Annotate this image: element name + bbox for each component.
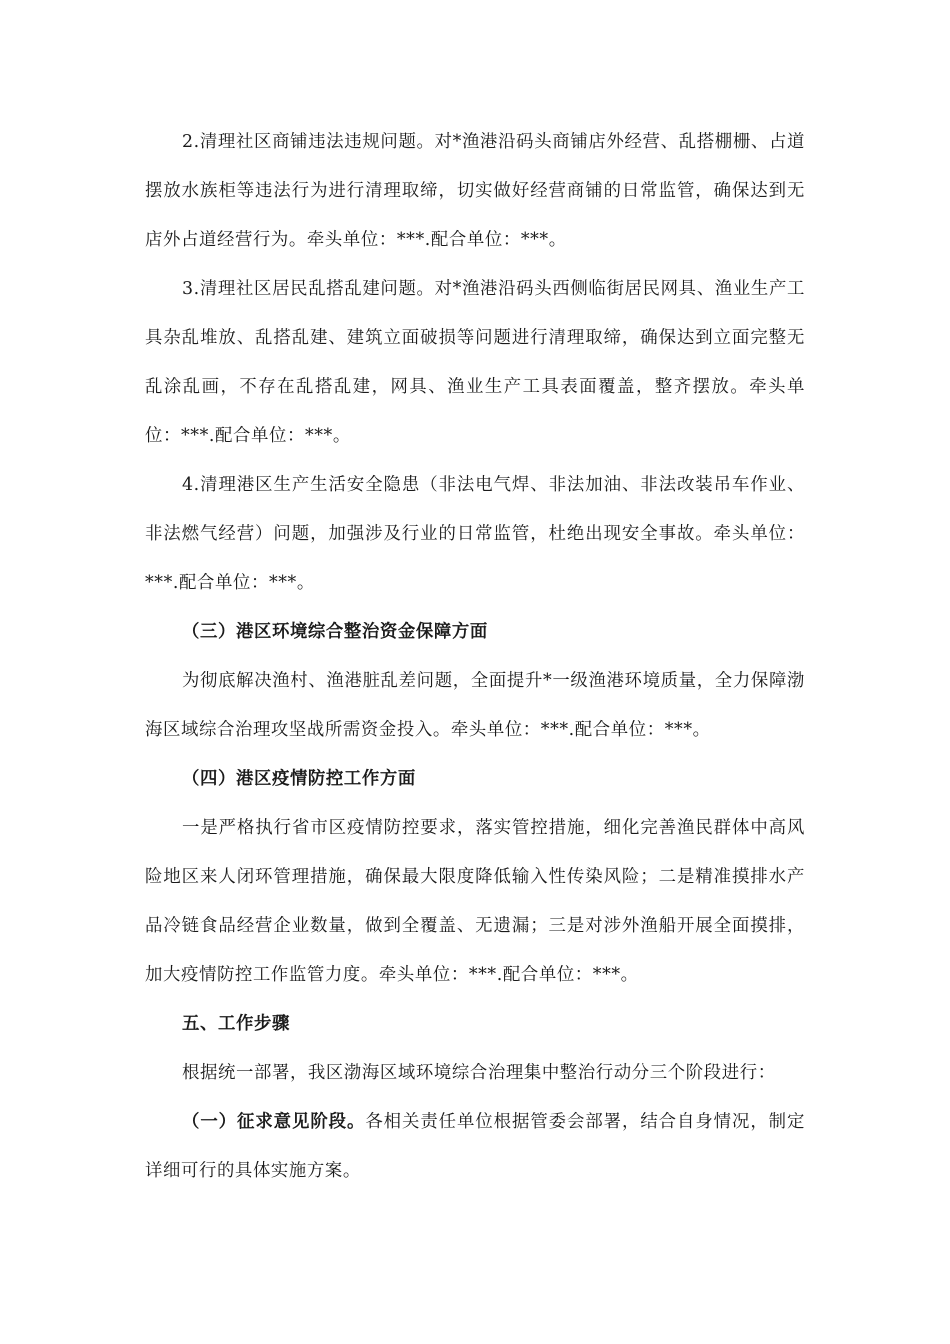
stage-1-paragraph bbox=[145, 1098, 805, 1196]
paragraph-item-2: 2.清理社区商铺违法违规问题。对*渔港沿码头商铺店外经营、乱搭棚栅、占道摆放水族柜等违法行为进行清理取缔，切实做好经营商铺的日常监管，确保达到无店外占道经营行为。牵头单位：***.配合单位：***。 bbox=[145, 132, 805, 250]
section-4-heading: （四）港区疫情防控工作方面 bbox=[182, 769, 416, 789]
document-body bbox=[145, 118, 805, 1196]
stage-1-lead: （一）征求意见阶段。 bbox=[182, 1112, 366, 1132]
section-4-body: 一是严格执行省市区疫情防控要求，落实管控措施，细化完善渔民群体中高风险地区来人闭环管理措施，确保最大限度降低输入性传染风险；二是精准摸排水产品冷链食品经营企业数量，做到全覆盖、无遗漏；三是对涉外渔船开展全面摸排，加大疫情防控工作监管力度。牵头单位：***.配合单位：***。 bbox=[145, 818, 805, 985]
paragraph-item-4: 4.清理港区生产生活安全隐患（非法电气焊、非法加油、非法改装吊车作业、非法燃气经营）问题，加强涉及行业的日常监管，杜绝出现安全事故。牵头单位：***.配合单位：***。 bbox=[145, 475, 805, 593]
section-5-intro: 根据统一部署，我区渤海区域环境综合治理集中整治行动分三个阶段进行： bbox=[182, 1063, 776, 1083]
section-3-heading: （三）港区环境综合整治资金保障方面 bbox=[182, 622, 488, 642]
paragraph-item-3: 3.清理社区居民乱搭乱建问题。对*渔港沿码头西侧临街居民网具、渔业生产工具杂乱堆放、乱搭乱建、建筑立面破损等问题进行清理取缔，确保达到立面完整无乱涂乱画，不存在乱搭乱建，网具、渔业生产工具表面覆盖，整齐摆放。牵头单位：***.配合单位：***。 bbox=[145, 279, 805, 446]
section-5-heading: 五、工作步骤 bbox=[182, 1014, 290, 1034]
stage-1-body: 各相关责任单位根据管委会部署，结合自身情况，制定详细可行的具体实施方案。 bbox=[145, 1112, 805, 1181]
section-3-body: 为彻底解决渔村、渔港脏乱差问题，全面提升*一级渔港环境质量，全力保障渤海区域综合治理攻坚战所需资金投入。牵头单位：***.配合单位：***。 bbox=[145, 671, 805, 740]
